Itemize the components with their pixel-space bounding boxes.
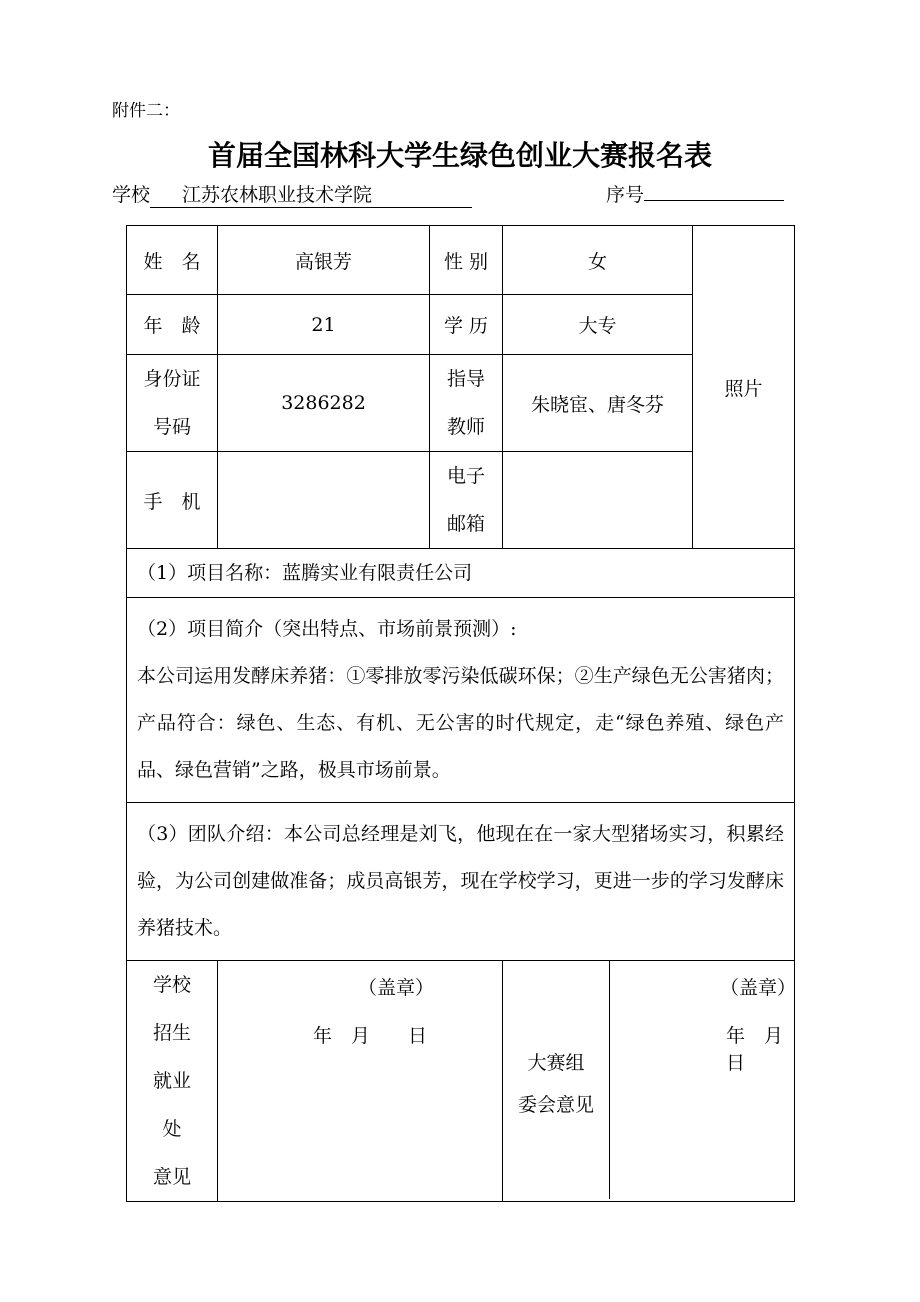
email-label-line2: 邮箱 — [446, 513, 485, 535]
id-label-line1: 身份证 — [143, 368, 201, 390]
photo-cell — [693, 226, 795, 549]
serial-label: 序号 — [606, 184, 645, 206]
age-value: 21 — [218, 295, 430, 355]
id-label — [127, 355, 218, 452]
phone-label: 手 机 — [127, 452, 218, 549]
email-label-line1: 电子 — [446, 465, 485, 487]
school-opinion-line4: 处 — [162, 1118, 182, 1140]
gender-value: 女 — [503, 226, 693, 295]
annex-label: 附件二： — [112, 101, 180, 121]
school-label: 学校 — [112, 184, 151, 206]
project-intro — [127, 598, 795, 803]
advisor-label-line1: 指导 — [446, 368, 485, 390]
school-date: 年 月 日 — [313, 1025, 428, 1047]
school-opinion-line1: 学校 — [152, 974, 191, 996]
photo-label: 照片 — [724, 377, 763, 400]
committee-opinion-area — [610, 961, 822, 1199]
age-label: 年 龄 — [127, 295, 218, 355]
committee-label-line1: 大赛组 — [527, 1052, 585, 1074]
form-title: 首届全国林科大学生绿色创业大赛报名表 — [207, 139, 712, 172]
project-intro-heading: （2）项目简介（突出特点、市场前景预测）: — [137, 618, 517, 640]
school-stamp: （盖章） — [358, 977, 435, 999]
team-intro: （3）团队介绍：本公司总经理是刘飞，他现在在一家大型猪场实习，积累经验，为公司创建做准备；成员高银芳，现在学校学习，更进一步的学习发酵床养猪技术。 — [127, 803, 795, 961]
advisor-label-line2: 教师 — [446, 416, 485, 438]
project-name: （1）项目名称：蓝腾实业有限责任公司 — [127, 549, 795, 598]
committee-label-line2: 委会意见 — [517, 1094, 594, 1116]
gender-label: 性 别 — [430, 226, 503, 295]
email-value — [503, 452, 693, 549]
education-label: 学 历 — [430, 295, 503, 355]
id-label-line2: 号码 — [152, 416, 191, 438]
name-label: 姓 名 — [127, 226, 218, 295]
advisor-value: 朱晓宦、唐冬芬 — [503, 355, 693, 452]
name-value: 高银芳 — [218, 226, 430, 295]
phone-value — [218, 452, 430, 549]
school-line — [112, 180, 472, 208]
committee-opinion — [503, 961, 822, 1202]
committee-opinion-label — [503, 961, 610, 1199]
school-opinion-line2: 招生 — [152, 1022, 191, 1044]
education-value: 大专 — [503, 295, 693, 355]
committee-stamp: （盖章） — [720, 977, 797, 999]
project-intro-body: 本公司运用发酵床养猪：①零排放零污染低碳环保；②生产绿色无公害猪肉；产品符合：绿色、生态、有机、无公害的时代规定，走“绿色养殖、绿色产品、绿色营销”之路，极具市场前景。 — [137, 665, 784, 781]
committee-date: 年 月 日 — [726, 1025, 822, 1074]
advisor-label — [430, 355, 503, 452]
school-opinion-line3: 就业 — [152, 1070, 191, 1092]
school-opinion-line5: 意见 — [152, 1166, 191, 1188]
serial-value — [644, 200, 784, 201]
registration-table — [126, 225, 822, 1202]
email-label — [430, 452, 503, 549]
id-value: 3286282 — [218, 355, 430, 452]
school-value: 江苏农林职业技术学院 — [150, 183, 472, 208]
school-opinion-label — [127, 961, 218, 1202]
serial-line — [606, 180, 784, 207]
school-opinion-area — [218, 961, 503, 1202]
